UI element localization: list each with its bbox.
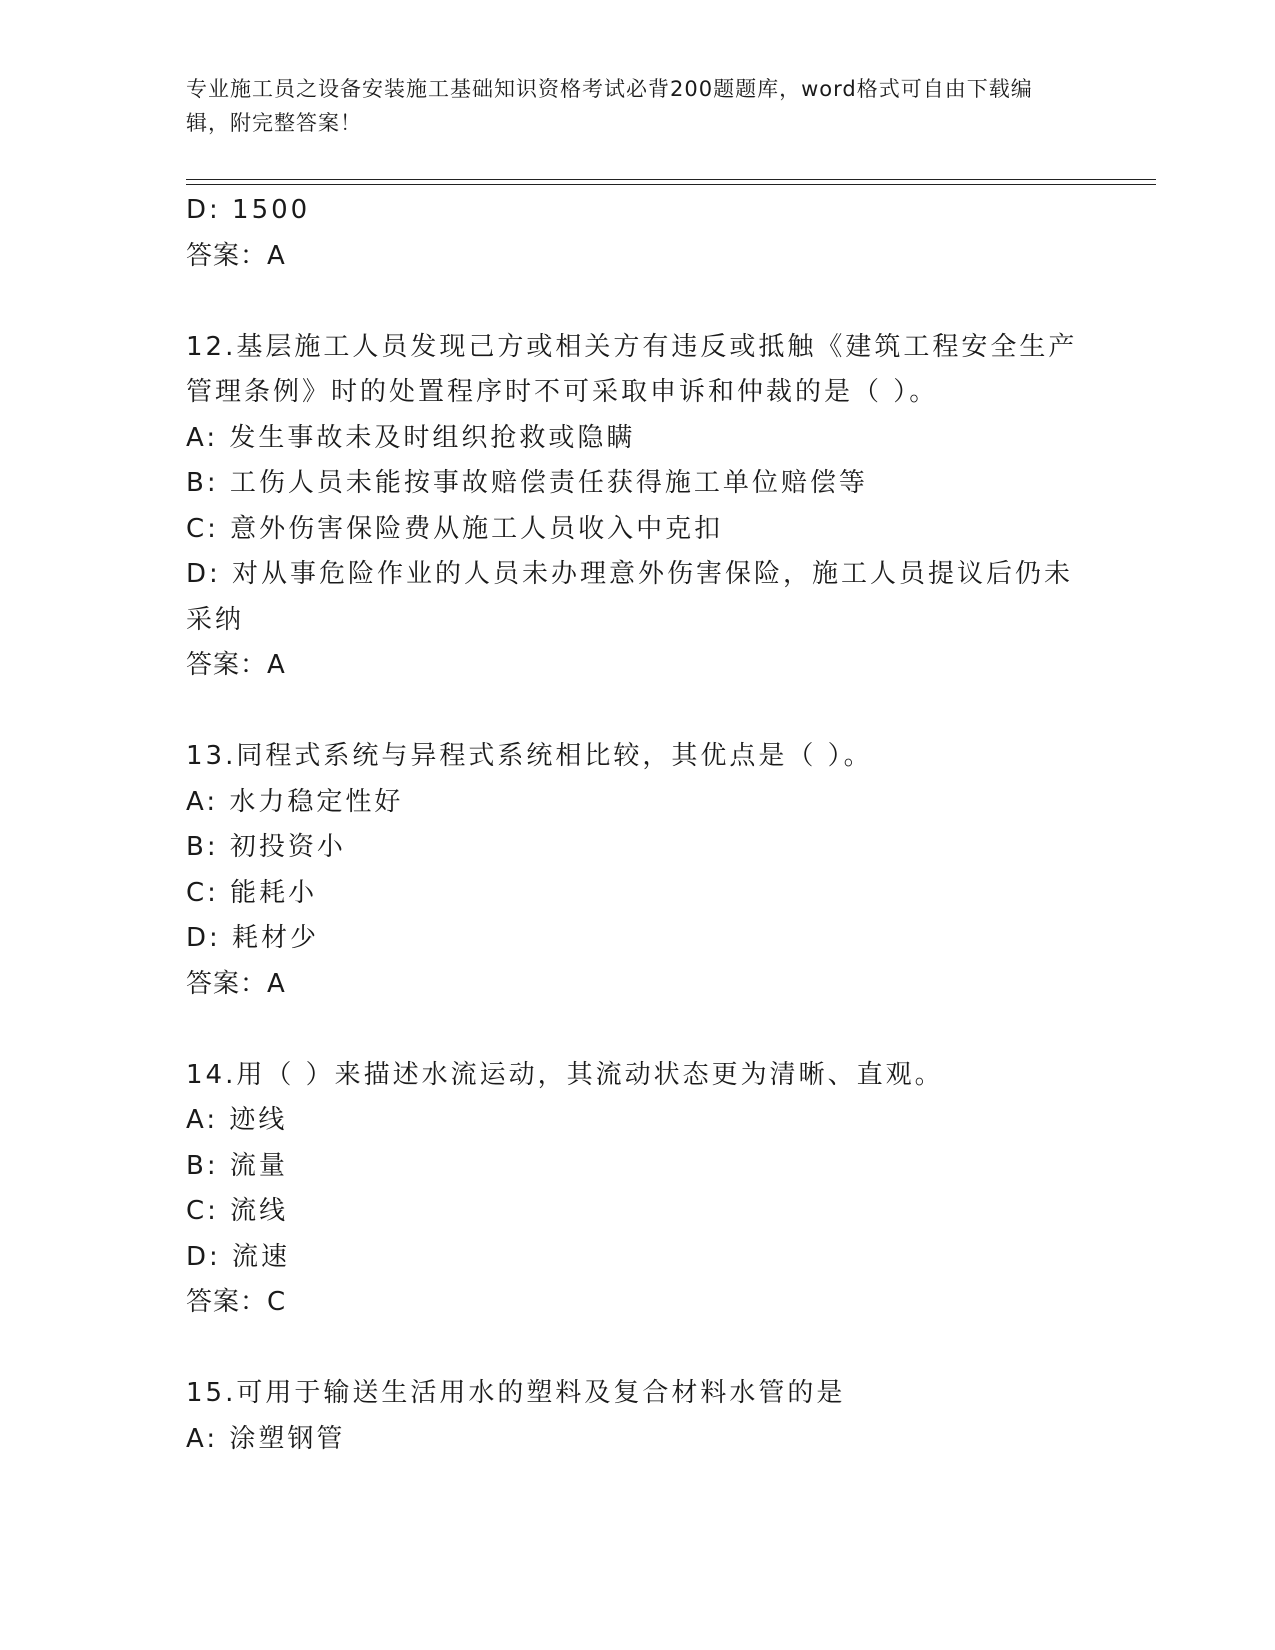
option-c: C: 意外伤害保险费从施工人员收入中克扣 [186, 513, 724, 544]
option-a: A: 发生事故未及时组织抢救或隐瞒 [186, 422, 636, 453]
answer-line: 答案：A [186, 968, 286, 999]
spacer [186, 1007, 1086, 1053]
question-list [186, 188, 1086, 1462]
spacer [186, 689, 1086, 735]
question-stem: 14.用（ ）来描述水流运动，其流动状态更为清晰、直观。 [186, 1059, 944, 1090]
question-block [186, 1371, 1086, 1462]
option-a: A: 水力稳定性好 [186, 786, 404, 817]
option-d: D: 流速 [186, 1241, 291, 1272]
option-d: D: 1500 [186, 195, 311, 225]
header-rule-top [186, 179, 1156, 180]
question-block [186, 325, 1086, 689]
option-c: C: 流线 [186, 1196, 289, 1226]
option-b: B: 初投资小 [186, 832, 346, 862]
document-title: 专业施工员之设备安装施工基础知识资格考试必背200题题库，word格式可自由下载编辑，附完整答案！ [186, 77, 1033, 135]
answer-line: 答案：A [186, 650, 286, 680]
question-block [186, 1053, 1086, 1326]
question-stem: 15.可用于输送生活用水的塑料及复合材料水管的是 [186, 1378, 846, 1408]
option-b: B: 工伤人员未能按事故赔偿责任获得施工单位赔偿等 [186, 468, 868, 498]
option-b: B: 流量 [186, 1150, 288, 1181]
question-stem: 13.同程式系统与异程式系统相比较，其优点是（ ）。 [186, 741, 873, 771]
header-rule-bottom [186, 184, 1156, 185]
option-d: D: 对从事危险作业的人员未办理意外伤害保险，施工人员提议后仍未采纳 [186, 559, 1074, 635]
document-header [186, 72, 1066, 140]
option-a: A: 迹线 [186, 1105, 288, 1135]
answer-line: 答案：C [186, 1287, 287, 1317]
question-stem: 12.基层施工人员发现己方或相关方有违反或抵触《建筑工程安全生产管理条例》时的处置程序时不可采取申诉和仲裁的是（ ）。 [186, 331, 1078, 407]
question-block [186, 734, 1086, 1007]
option-c: C: 能耗小 [186, 877, 318, 908]
option-a: A: 涂塑钢管 [186, 1423, 346, 1454]
answer-line: 答案：A [186, 240, 286, 271]
spacer [186, 1326, 1086, 1372]
spacer [186, 279, 1086, 325]
option-d: D: 耗材少 [186, 923, 320, 953]
